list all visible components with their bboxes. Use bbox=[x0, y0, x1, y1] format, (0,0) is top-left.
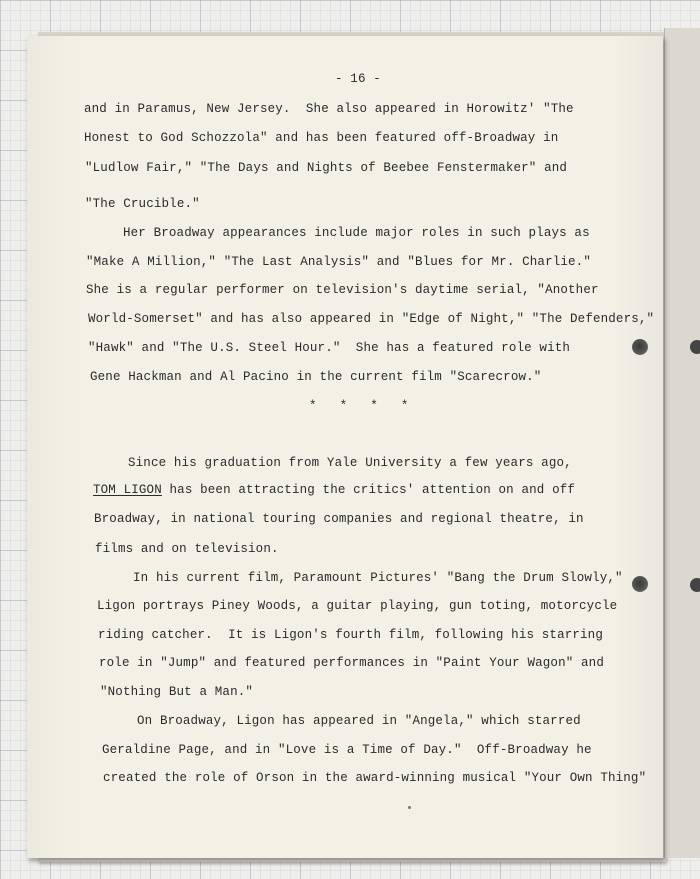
adjacent-page-edge bbox=[664, 28, 700, 858]
section-divider-asterisks: * * * * bbox=[309, 399, 409, 413]
text-line: Geraldine Page, and in "Love is a Time of Day." Off-Broadway he bbox=[102, 743, 592, 757]
text-line: "Ludlow Fair," "The Days and Nights of Beebee Fenstermaker" and bbox=[85, 161, 568, 175]
text-line: and in Paramus, New Jersey. She also appeared in Horowitz' "The bbox=[84, 102, 574, 116]
text-line: created the role of Orson in the award-winning musical "Your Own Thing" bbox=[103, 771, 647, 785]
text-line: riding catcher. It is Ligon's fourth film, following his starring bbox=[98, 628, 603, 642]
text-line: In his current film, Paramount Pictures' "Bang the Drum Slowly," bbox=[133, 571, 623, 585]
text-line: She is a regular performer on television's daytime serial, "Another bbox=[86, 283, 599, 297]
text-line: On Broadway, Ligon has appeared in "Angela," which starred bbox=[137, 714, 581, 728]
text-line: Ligon portrays Piney Woods, a guitar playing, gun toting, motorcycle bbox=[97, 599, 618, 613]
text-line: "Nothing But a Man." bbox=[100, 685, 254, 699]
text-line: "Make A Million," "The Last Analysis" and "Blues for Mr. Charlie." bbox=[86, 255, 591, 269]
actor-name-tom-ligon: TOM LIGON bbox=[93, 483, 162, 497]
text-line: "The Crucible." bbox=[85, 197, 200, 211]
text-line: "Hawk" and "The U.S. Steel Hour." She has a featured role with bbox=[88, 341, 571, 355]
text-line: World-Somerset" and has also appeared in "Edge of Night," "The Defenders," bbox=[88, 312, 655, 326]
punch-hole bbox=[632, 576, 648, 592]
page-number: - 16 - bbox=[335, 72, 381, 86]
text-line: Broadway, in national touring companies and regional theatre, in bbox=[94, 512, 584, 526]
adjacent-punch-hole bbox=[690, 340, 700, 354]
paper-speck bbox=[408, 806, 411, 809]
text-line: role in "Jump" and featured performances in "Paint Your Wagon" and bbox=[99, 656, 604, 670]
text-line: Since his graduation from Yale University a few years ago, bbox=[128, 456, 572, 470]
typewritten-page bbox=[27, 36, 663, 858]
text-line bbox=[93, 483, 575, 497]
text-line: films and on television. bbox=[95, 542, 279, 556]
punch-hole bbox=[632, 339, 648, 355]
text-line: Honest to God Schozzola" and has been featured off-Broadway in bbox=[84, 131, 559, 145]
text-line: Gene Hackman and Al Pacino in the current film "Scarecrow." bbox=[90, 370, 542, 384]
adjacent-punch-hole bbox=[690, 578, 700, 592]
text-line-continuation: has been attracting the critics' attention on and off bbox=[161, 483, 576, 497]
text-line: Her Broadway appearances include major roles in such plays as bbox=[123, 226, 590, 240]
